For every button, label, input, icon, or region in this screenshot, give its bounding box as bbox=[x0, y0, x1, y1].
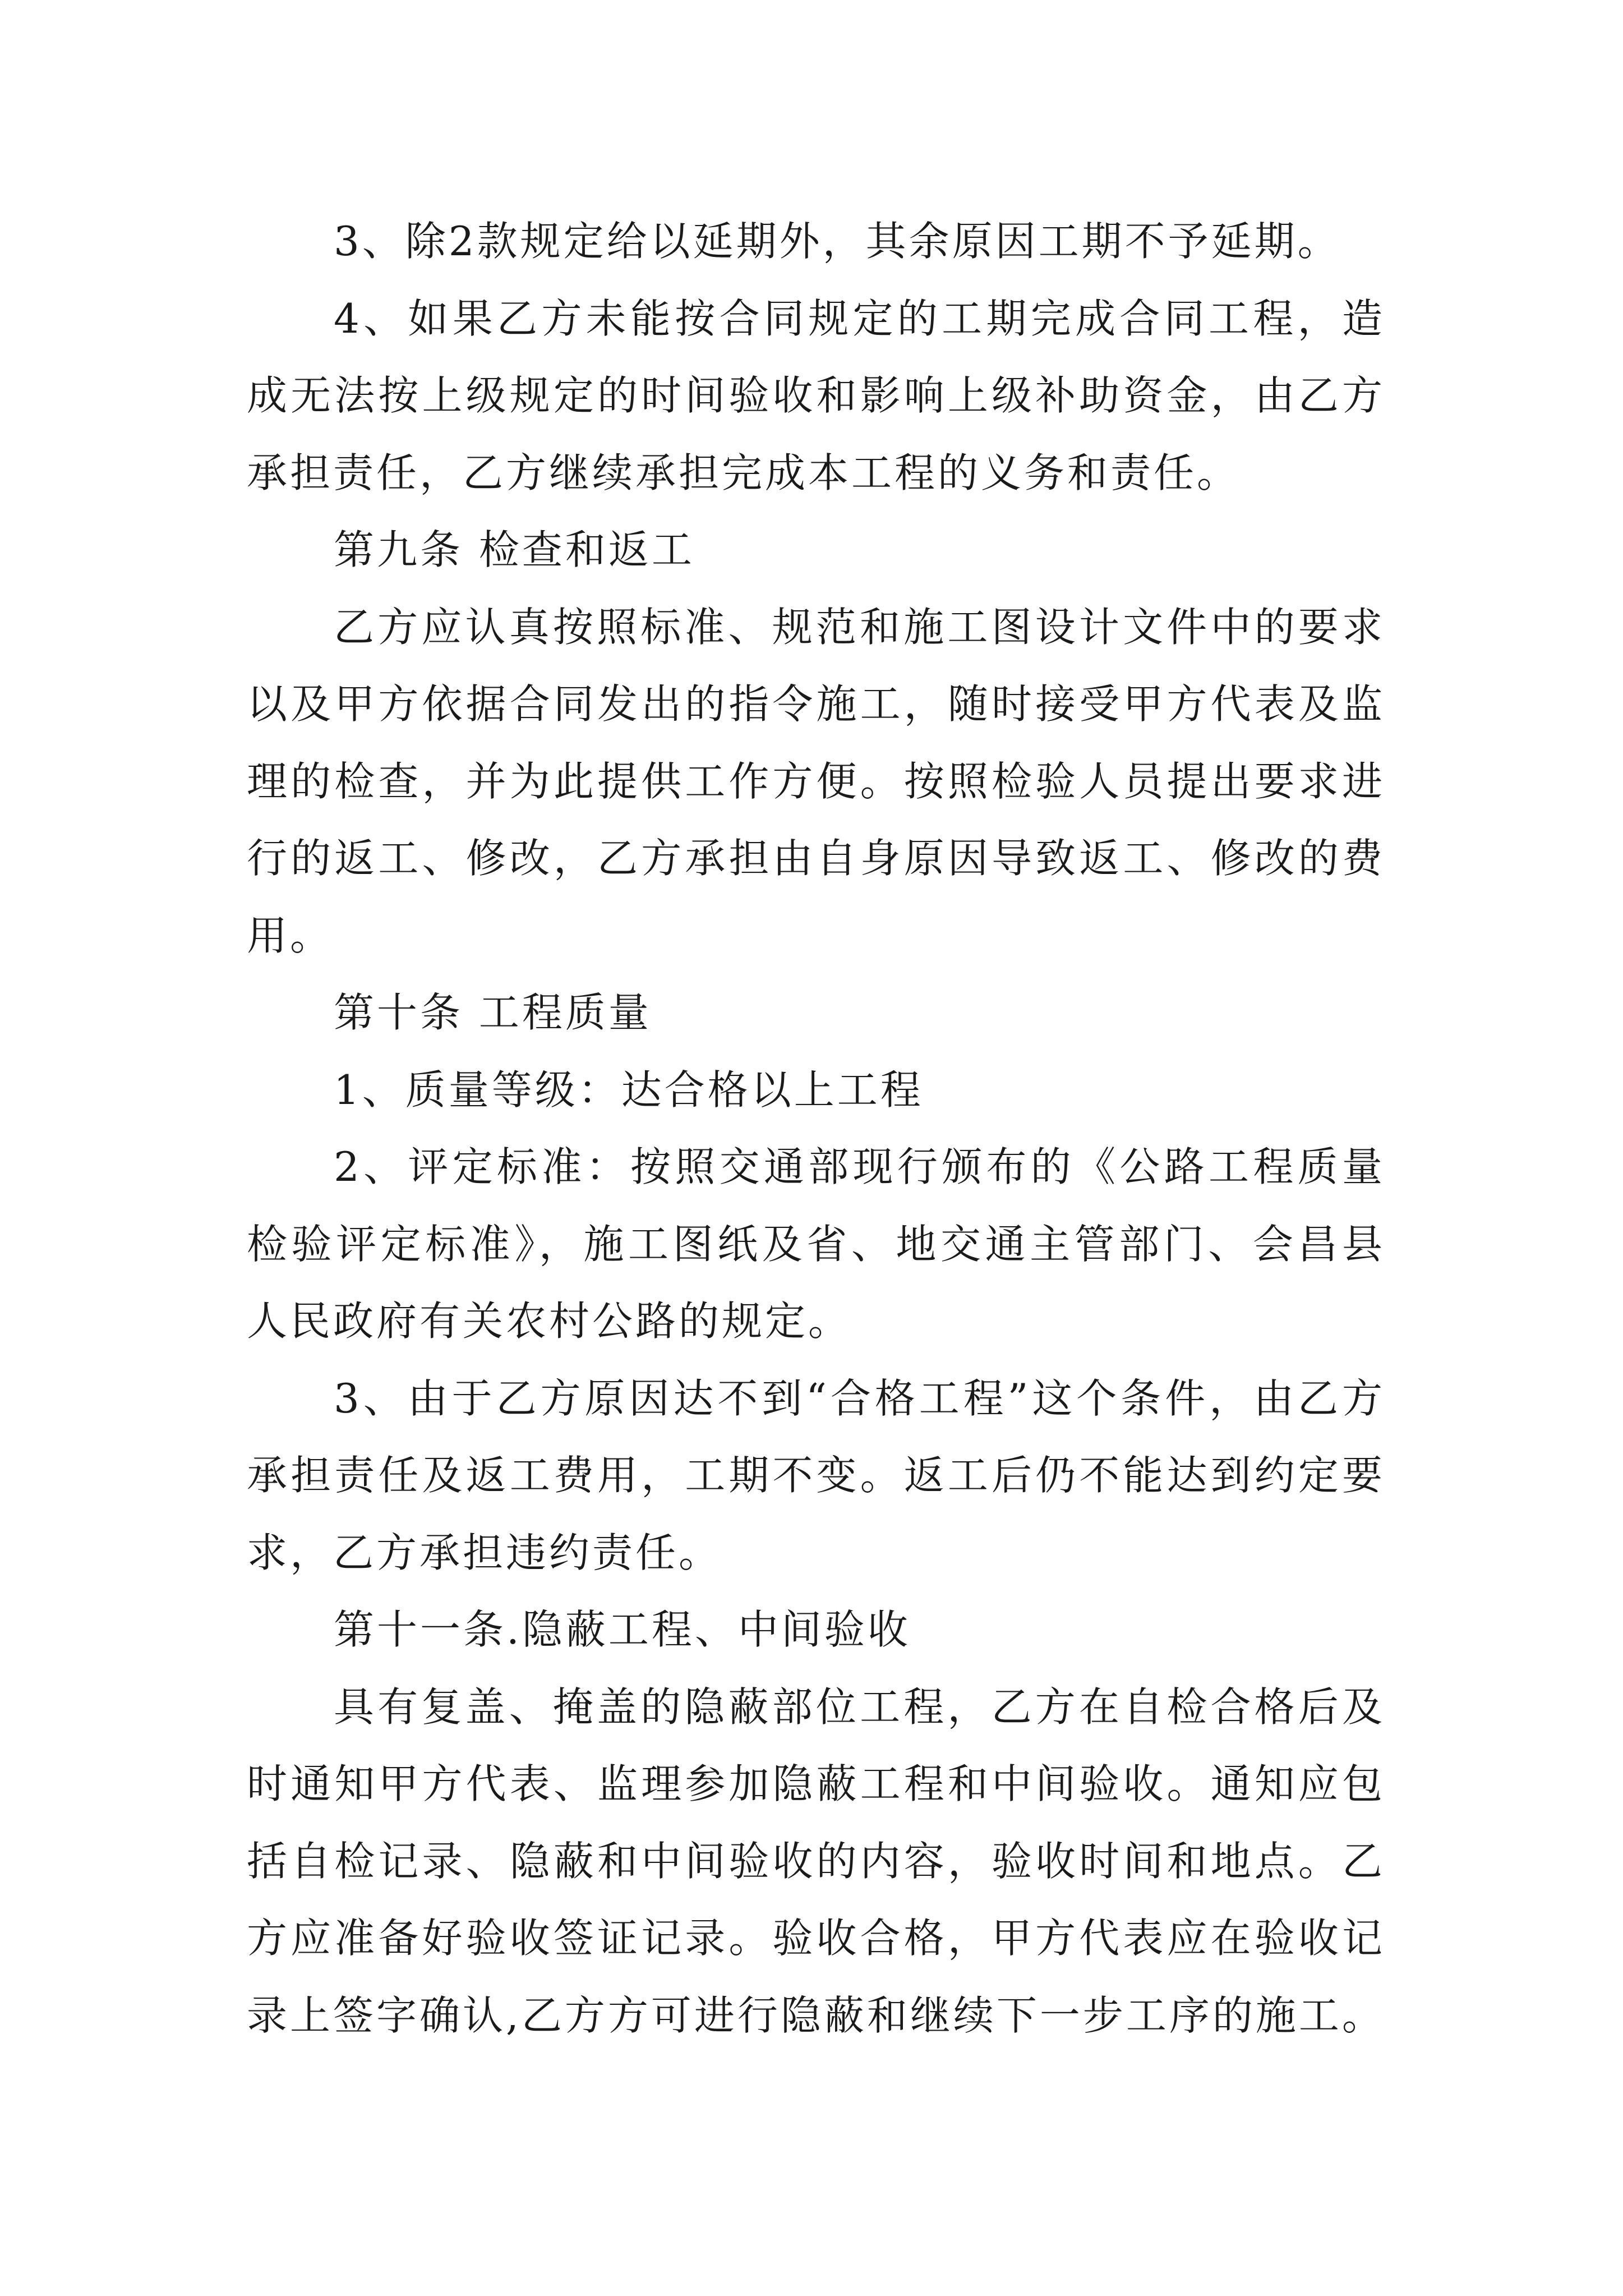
heading-clause-9: 第九条 检查和返工 bbox=[334, 526, 695, 573]
heading-clause-11: 第十一条.隐蔽工程、中间验收 bbox=[334, 1606, 911, 1653]
paragraph-clause-9-body: 乙方应认真按照标准、规范和施工图设计文件中的要求以及甲方依据合同发出的指令施工，随时接受甲方代表及监理的检查，并为此提供工作方便。按照检验人员提出要求进行的返工、修改，乙方承担由自身原因导致返工、修改的费用。 bbox=[247, 603, 1385, 959]
heading-clause-10: 第十条 工程质量 bbox=[334, 989, 652, 1036]
paragraph-clause-10-item-1: 1、质量等级：达合格以上工程 bbox=[334, 1066, 924, 1114]
paragraph-clause-10-item-3: 3、由于乙方原因达不到“合格工程”这个条件，由乙方承担责任及返工费用，工期不变。返工后仍不能达到约定要求，乙方承担违约责任。 bbox=[247, 1374, 1385, 1576]
paragraph-clause-10-item-2: 2、评定标准：按照交通部现行颁布的《公路工程质量检验评定标准》，施工图纸及省、地交通主管部门、会昌县人民政府有关农村公路的规定。 bbox=[247, 1143, 1385, 1345]
document-body bbox=[247, 203, 1385, 2054]
paragraph-clause-8-item-4: 4、如果乙方未能按合同规定的工期完成合同工程，造成无法按上级规定的时间验收和影响上级补助资金，由乙方承担责任，乙方继续承担完成本工程的义务和责任。 bbox=[247, 295, 1385, 496]
paragraph-clause-11-body: 具有复盖、掩盖的隐蔽部位工程，乙方在自检合格后及时通知甲方代表、监理参加隐蔽工程和中间验收。通知应包括自检记录、隐蔽和中间验收的内容，验收时间和地点。乙方应准备好验收签证记录。验收合格，甲方代表应在验收记录上签字确认,乙方方可进行隐蔽和继续下一步工序的施工。 bbox=[247, 1683, 1385, 2039]
paragraph-clause-8-item-3: 3、除2款规定给以延期外，其余原因工期不予延期。 bbox=[334, 218, 1341, 265]
